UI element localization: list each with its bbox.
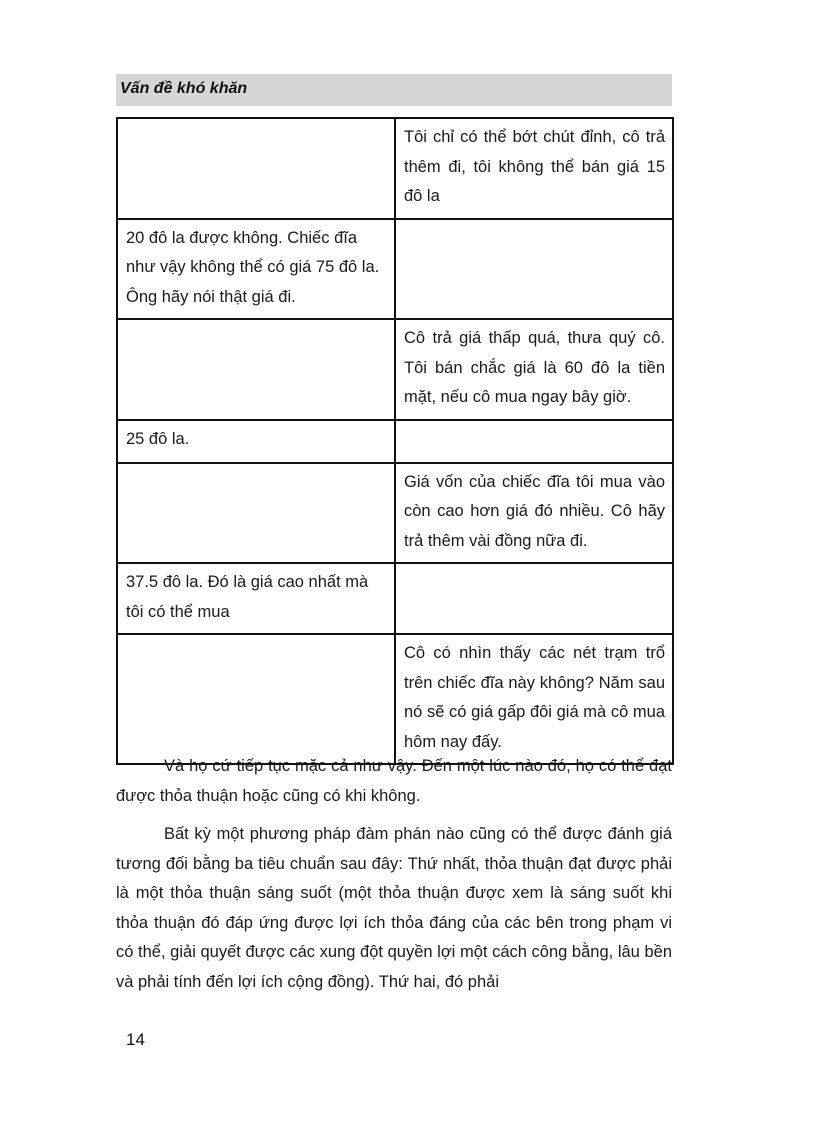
buyer-cell: 20 đô la được không. Chiếc đĩa như vậy không thể có giá 75 đô la. Ông hãy nói thật giá đi. bbox=[117, 219, 395, 320]
buyer-cell: 37.5 đô la. Đó là giá cao nhất mà tôi có thể mua bbox=[117, 563, 395, 634]
table-row bbox=[117, 420, 673, 463]
chapter-header-bar bbox=[116, 74, 672, 106]
seller-cell bbox=[395, 420, 673, 463]
seller-cell bbox=[395, 563, 673, 634]
seller-cell bbox=[395, 219, 673, 320]
chapter-title: Vấn đề khó khăn bbox=[120, 80, 248, 97]
table-row bbox=[117, 563, 673, 634]
seller-cell: Tôi chỉ có thể bớt chút đỉnh, cô trả thêm đi, tôi không thể bán giá 15 đô la bbox=[395, 118, 673, 219]
buyer-cell bbox=[117, 118, 395, 219]
buyer-cell bbox=[117, 634, 395, 764]
buyer-cell: 25 đô la. bbox=[117, 420, 395, 463]
table-row bbox=[117, 319, 673, 420]
page-number: 14 bbox=[126, 1030, 145, 1049]
table-row bbox=[117, 463, 673, 564]
seller-cell: Giá vốn của chiếc đĩa tôi mua vào còn cao hơn giá đó nhiều. Cô hãy trả thêm vài đồng nữa đi. bbox=[395, 463, 673, 564]
paragraph: Bất kỳ một phương pháp đàm phán nào cũng có thể được đánh giá tương đối bằng ba tiêu chuẩn sau đây: Thứ nhất, thỏa thuận đạt được phải là một thỏa thuận sáng suốt (một thỏa thuận được xem là sáng suốt khi thỏa thuận đó đáp ứng được lợi ích thỏa đáng của các bên trong phạm vi có thể, giải quyết được các xung đột quyền lợi một cách công bằng, lâu bền và phải tính đến lợi ích cộng đồng). Thứ hai, đó phải bbox=[116, 825, 672, 991]
buyer-cell bbox=[117, 463, 395, 564]
table-row bbox=[117, 634, 673, 764]
dialogue-table bbox=[116, 117, 674, 765]
body-text bbox=[116, 752, 672, 1006]
seller-cell: Cô trả giá thấp quá, thưa quý cô. Tôi bán chắc giá là 60 đô la tiền mặt, nếu cô mua ngay bây giờ. bbox=[395, 319, 673, 420]
table-row bbox=[117, 219, 673, 320]
paragraph: Và họ cứ tiếp tục mặc cả như vậy. Đến một lúc nào đó, họ có thể đạt được thỏa thuận hoặc cũng có khi không. bbox=[116, 757, 672, 805]
seller-cell: Cô có nhìn thấy các nét trạm trổ trên chiếc đĩa này không? Năm sau nó sẽ có giá gấp đôi giá mà cô mua hôm nay đấy. bbox=[395, 634, 673, 764]
table-row bbox=[117, 118, 673, 219]
buyer-cell bbox=[117, 319, 395, 420]
